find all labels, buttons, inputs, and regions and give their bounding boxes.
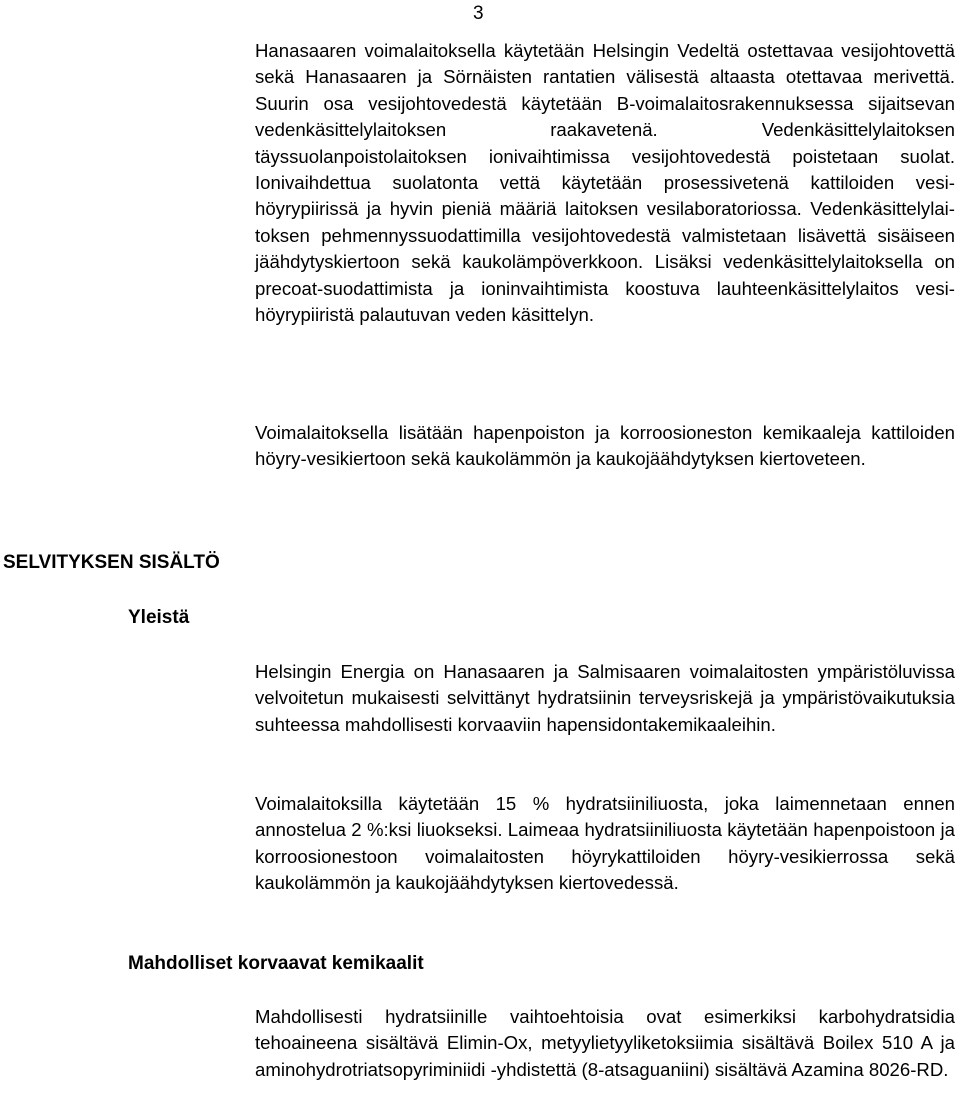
- intro-paragraph-2: Voimalaitoksella lisätään hapenpoiston ja korroosioneston kemikaaleja kattiloiden höyry-vesikiertoon sekä kaukolämmön ja kaukojäähdytyksen kiertoveteen.: [255, 422, 955, 470]
- section-heading: SELVITYKSEN SISÄLTÖ: [3, 552, 220, 573]
- intro-paragraph-1: Hanasaaren voimalaitoksella käytetään Helsingin Vedeltä ostettavaa vesijohtovettä sekä Hanasaaren ja Sörnäisten rantatien välisestä altaasta otettavaa merivettä. Suurin osa vesijohtovedestä käytetään B-voimalaitosrakennuksessa sijaitsevan vedenkäsittelylaitoksen raakavetenä. Vedenkäsittelylaitoksen täyssuolanpoistolaitoksen ionivaihtimissa vesijohtovedestä poistetaan suolat. Ionivaihdettua suolatonta vettä käytetään prosessivetenä kattiloiden vesi-höyrypiirissä ja hyvin pieniä määriä laitoksen vesilaboratoriossa. Vedenkäsittelylaitoksen pehmennyssuodattimilla vesijohtovedestä valmistetaan lisävettä sisäiseen jäähdytyskiertoon sekä kaukolämpöverkkoon. Lisäksi vedenkäsittelylaitoksella on precoat-suodattimista ja ioninvaihtimista koostuva lauhteenkäsittelylaitos vesi-höyrypiiristä palautuvan veden käsittelyn.: [255, 40, 955, 326]
- subheading-korvaavat-kemikaalit: Mahdolliset korvaavat kemikaalit: [128, 953, 424, 974]
- page-number: 3: [473, 3, 484, 24]
- subheading-yleista: Yleistä: [128, 607, 190, 628]
- yleista-paragraph-2: Voimalaitoksilla käytetään 15 % hydratsiiniliuosta, joka laimennetaan ennen annostelua 2 %:ksi liuokseksi. Laimeaa hydratsiiniliuosta käytetään hapenpoistoon ja korroosionestoon voimalaitosten höyrykattiloiden höyry-vesikierrossa sekä kaukolämmön ja kaukojäähdytyksen kiertovedessä.: [255, 793, 955, 894]
- yleista-paragraph-1: Helsingin Energia on Hanasaaren ja Salmisaaren voimalaitosten ympäristöluvissa velvoitetun mukaisesti selvittänyt hydratsiinin terveysriskejä ja ympäristövaikutuksia suhteessa mahdollisesti korvaaviin hapensidontakemikaaleihin.: [255, 661, 955, 735]
- korvaavat-paragraph-1: Mahdollisesti hydratsiinille vaihtoehtoisia ovat esimerkiksi karbohydratsidia tehoaineena sisältävä Elimin-Ox, metyylietyyliketoksiimia sisältävä Boilex 510 A ja aminohydrotriatsopyriminiidi -yhdistettä (8-atsaguaniini) sisältävä Azamina 8026-RD.: [255, 1006, 955, 1080]
